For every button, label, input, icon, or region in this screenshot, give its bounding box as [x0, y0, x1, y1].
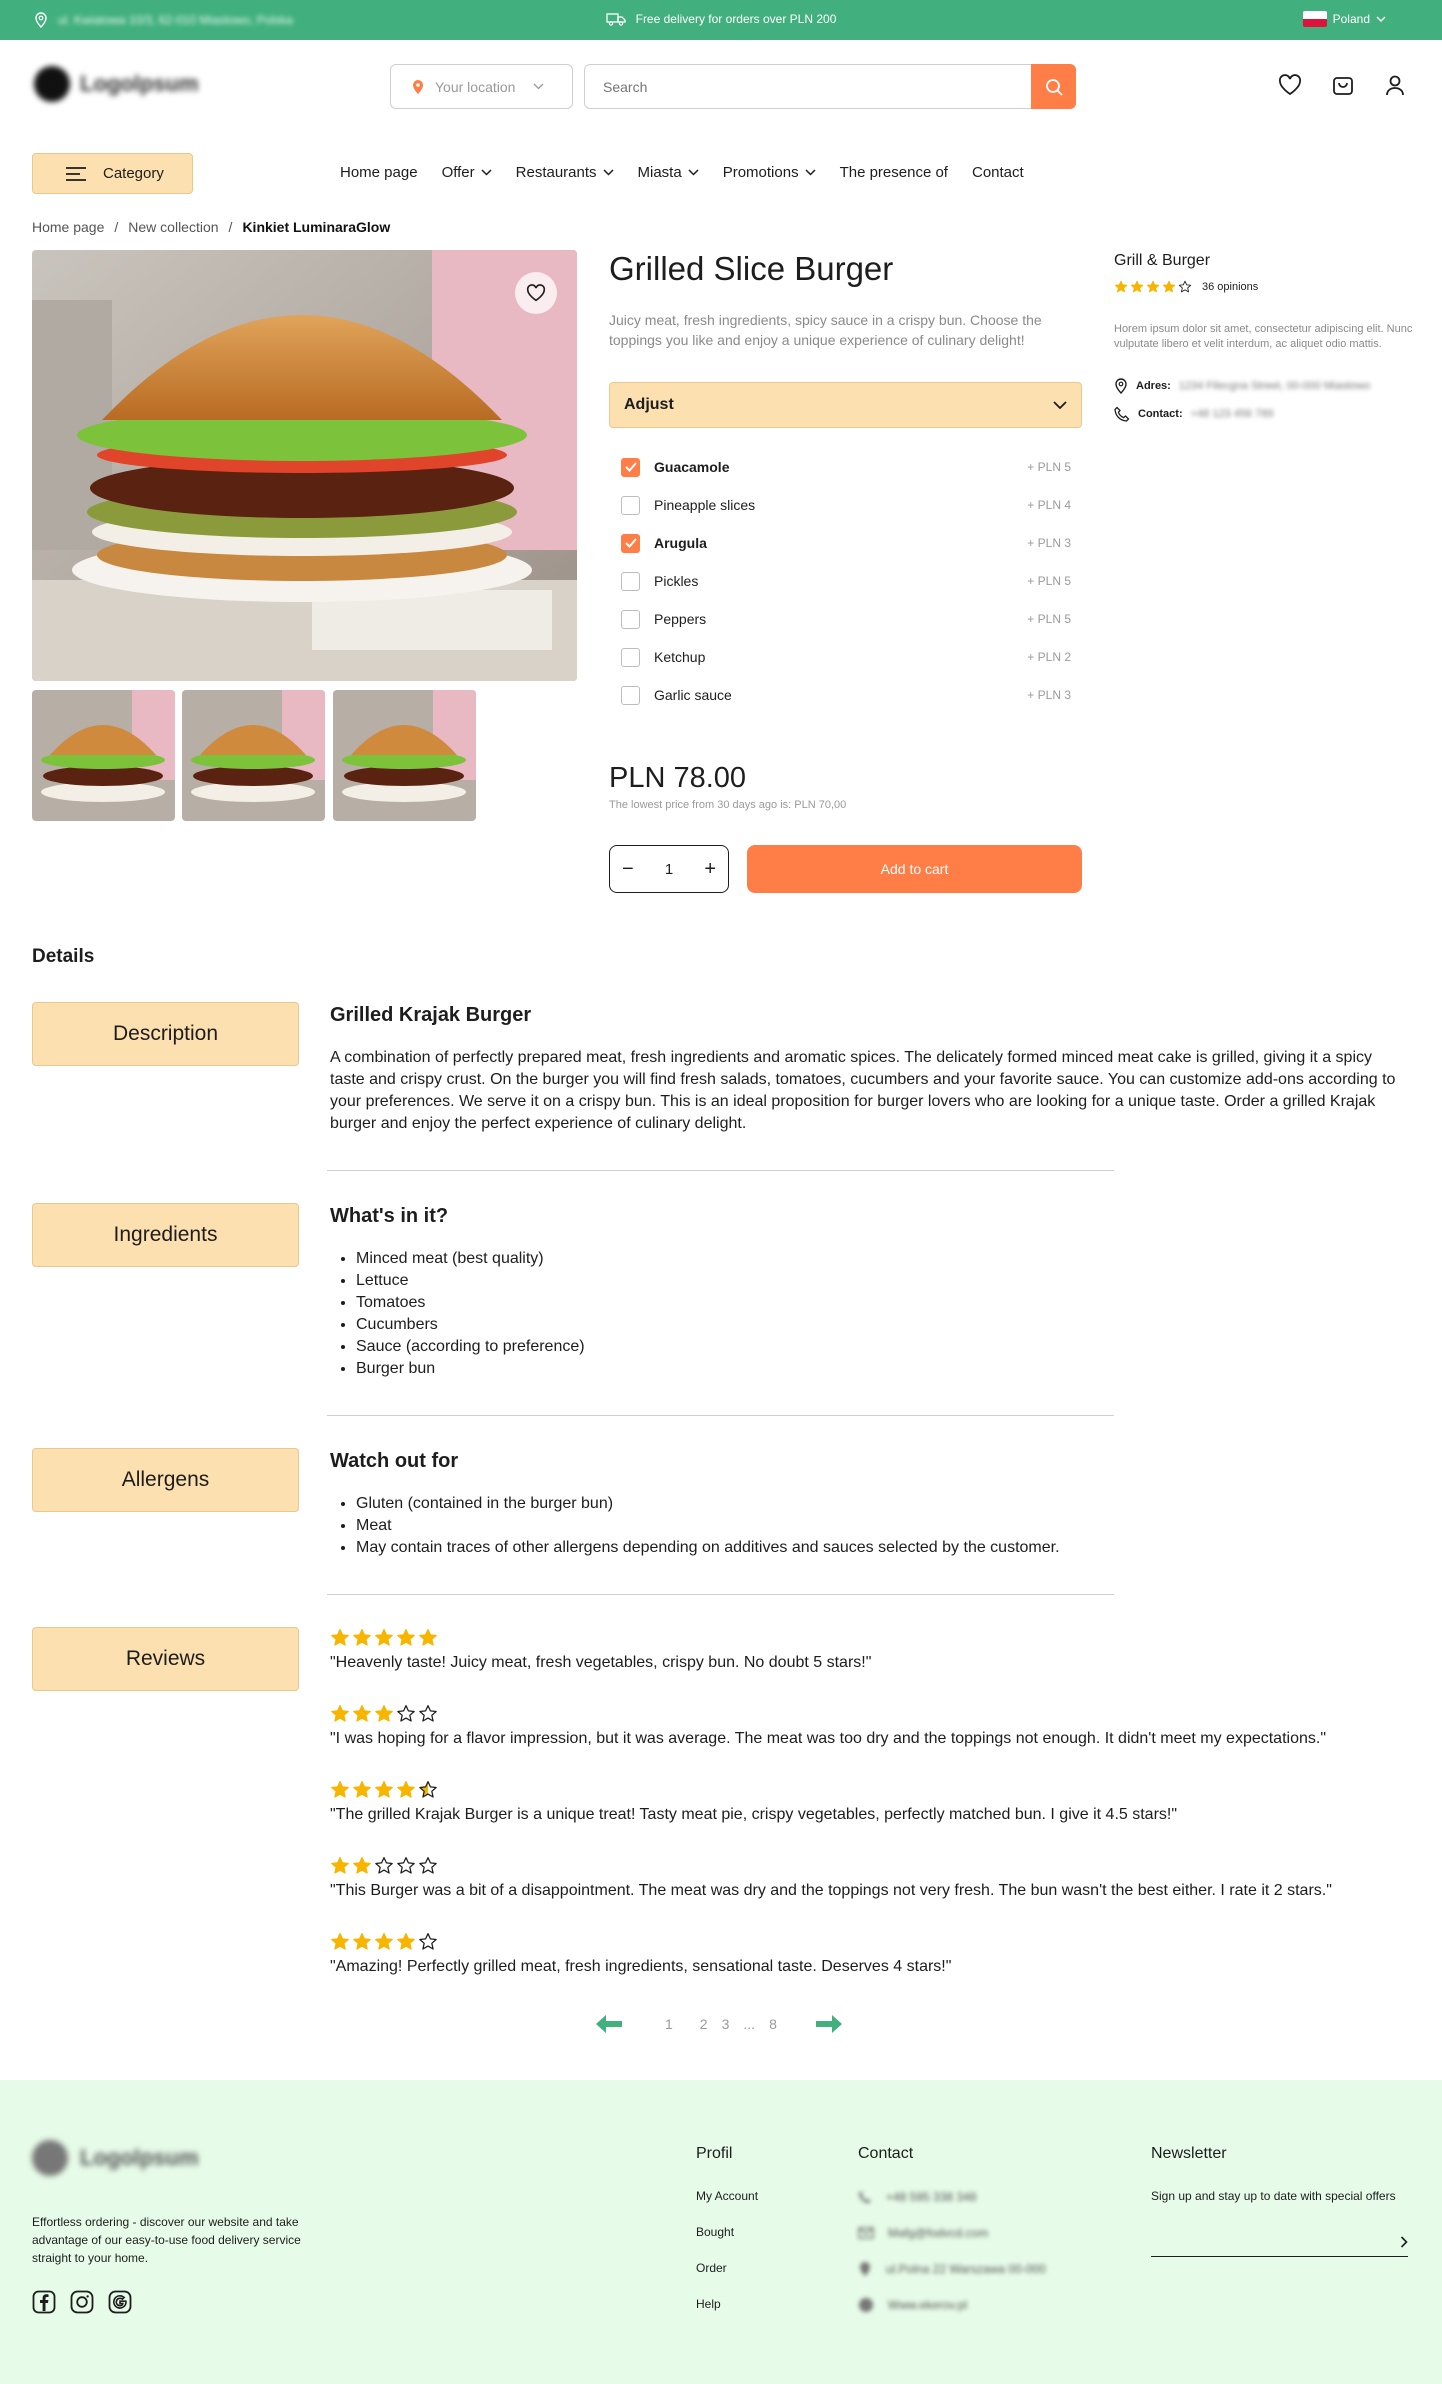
star-empty-icon: [418, 1856, 438, 1876]
addon-name: Pineapple slices: [654, 497, 756, 513]
list-item: • Lettuce: [356, 1270, 585, 1292]
search-icon: [1045, 78, 1063, 96]
address-label: Adres:: [1136, 380, 1171, 392]
increase-button[interactable]: +: [704, 857, 716, 880]
category-label: Category: [103, 165, 164, 182]
review-item: [330, 1932, 951, 1976]
product-thumbnail[interactable]: [333, 690, 476, 821]
addon-price: + PLN 3: [1027, 688, 1071, 702]
footer-heading: Newsletter: [1151, 2145, 1227, 2162]
review-text: "Heavenly taste! Juicy meat, fresh vegetables, crispy bun. No doubt 5 stars!": [330, 1654, 872, 1671]
star-filled-icon: [330, 1628, 350, 1648]
footer-link-my-account[interactable]: My Account: [696, 2189, 759, 2203]
star-filled-icon: [1130, 280, 1144, 294]
seller-contact: [1114, 406, 1414, 422]
google-icon[interactable]: [108, 2290, 132, 2314]
footer-link-order[interactable]: Order: [696, 2261, 727, 2275]
star-filled-icon: [330, 1704, 350, 1724]
product-thumbnail[interactable]: [182, 690, 325, 821]
lowest-price-note: The lowest price from 30 days ago is: PLN 70,00: [609, 799, 847, 811]
list-item: • May contain traces of other allergens depending on additives and sauces selected by the customer.: [356, 1537, 1060, 1559]
arrow-right-icon[interactable]: [814, 2014, 844, 2034]
bag-icon[interactable]: [1332, 74, 1354, 96]
review-text: "I was hoping for a flavor impression, but it was average. The meat was too dry and the toppings not enough. It didn't meet my expectations.": [330, 1730, 1326, 1747]
chevron-down-icon: [1053, 401, 1067, 409]
nav-item-promotions[interactable]: [723, 164, 816, 181]
addon-option-guacamole[interactable]: [621, 448, 1071, 486]
addon-name: Ketchup: [654, 649, 706, 665]
star-half-icon: [418, 1780, 438, 1800]
addon-price: + PLN 2: [1027, 650, 1071, 664]
footer-contact: [858, 2145, 1046, 2323]
addon-option-garlic-sauce[interactable]: [621, 676, 1071, 714]
breadcrumb: [32, 219, 390, 235]
star-filled-icon: [396, 1932, 416, 1952]
review-item: [330, 1780, 1177, 1824]
checkmark-icon: [625, 538, 637, 548]
breadcrumb-separator: /: [114, 219, 119, 235]
tab-description[interactable]: Description: [32, 1002, 299, 1066]
star-empty-icon: [374, 1856, 394, 1876]
seller-address: [1114, 378, 1414, 394]
list-item: • Burger bun: [356, 1358, 585, 1380]
star-filled-icon: [330, 1856, 350, 1876]
tab-allergens[interactable]: Allergens: [32, 1448, 299, 1512]
logo-text: Logolpsum: [80, 71, 199, 96]
addon-name: Garlic sauce: [654, 687, 732, 703]
newsletter-text: Sign up and stay up to date with special offers: [1151, 2189, 1396, 2203]
nav-item-home[interactable]: [340, 164, 418, 181]
review-item: [330, 1628, 871, 1672]
ingredients-list: [330, 1248, 585, 1380]
arrow-left-icon[interactable]: [594, 2014, 624, 2034]
product-title: Grilled Slice Burger: [609, 250, 894, 287]
star-filled-icon: [352, 1856, 372, 1876]
checkbox[interactable]: [621, 610, 640, 629]
product-description: Juicy meat, fresh ingredients, spicy sauce in a crispy bun. Choose the toppings you like and enjoy a unique experience of culinary delight!: [609, 312, 1042, 348]
chevron-down-icon: [1376, 16, 1386, 22]
star-filled-icon: [330, 1932, 350, 1952]
star-filled-icon: [374, 1628, 394, 1648]
nav-item-restaurants[interactable]: [516, 164, 614, 181]
newsletter: [1151, 2145, 1408, 2257]
top-bar: [0, 0, 1442, 40]
addon-price: + PLN 5: [1027, 612, 1071, 626]
opinions-count[interactable]: 36 opinions: [1202, 281, 1259, 293]
review-item: [330, 1704, 1326, 1748]
addon-price: + PLN 5: [1027, 574, 1071, 588]
tab-ingredients[interactable]: Ingredients: [32, 1203, 299, 1267]
contact-value: +48 123 456 789: [1190, 408, 1274, 420]
addon-name: Pickles: [654, 573, 699, 589]
footer-logo[interactable]: [32, 2140, 199, 2176]
addon-option-ketchup[interactable]: [621, 638, 1071, 676]
phone-icon: [1114, 406, 1130, 422]
social-links: [32, 2290, 132, 2314]
allergens-section: [330, 1450, 1060, 1559]
seller-about: Horem ipsum dolor sit amet, consectetur adipiscing elit. Nunc vulputate libero et velit interdum, ac aliquet odio mattis.: [1114, 323, 1413, 350]
footer-email[interactable]: [858, 2215, 1046, 2251]
seller-panel: [1114, 252, 1414, 422]
search-bar: [584, 64, 1076, 109]
promo-text: Free delivery for orders over PLN 200: [635, 12, 837, 26]
burger-thumbnail-image: [182, 690, 325, 821]
product-thumbnail[interactable]: [32, 690, 175, 821]
poland-flag-icon: [1303, 11, 1327, 27]
review-text: "The grilled Krajak Burger is a unique treat! Tasty meat pie, crispy vegetables, perfectly matched bun. I give it 4.5 stars!": [330, 1806, 1178, 1823]
footer-phone[interactable]: [858, 2179, 1046, 2215]
star-empty-icon: [396, 1856, 416, 1876]
favorite-button[interactable]: [515, 272, 557, 314]
search-button[interactable]: [1031, 64, 1076, 109]
address-text: ul.Polna 22 Warszawa 00-000: [886, 2262, 1046, 2276]
section-divider: [327, 1415, 1114, 1416]
section-divider: [327, 1594, 1114, 1595]
star-filled-icon: [1146, 280, 1160, 294]
heart-icon[interactable]: [1278, 74, 1302, 96]
addon-option-pineapple[interactable]: [621, 486, 1071, 524]
footer-link-help[interactable]: Help: [696, 2297, 721, 2311]
quantity-stepper: [609, 845, 729, 893]
star-empty-icon: [418, 1932, 438, 1952]
menu-icon: [65, 167, 87, 181]
star-filled-icon: [352, 1780, 372, 1800]
checkbox-checked[interactable]: [621, 458, 640, 477]
chevron-down-icon: [533, 83, 544, 90]
star-filled-icon: [352, 1932, 372, 1952]
phone-icon: [858, 2190, 872, 2204]
addon-name: Guacamole: [654, 459, 730, 475]
nav-item-offer[interactable]: [442, 164, 492, 181]
nav-item-miasta[interactable]: [638, 164, 699, 181]
email-text: Mafg@fodvcd.com: [888, 2226, 989, 2240]
details-heading: Details: [32, 946, 95, 967]
nav-item-label: The presence of: [839, 164, 948, 181]
mail-icon: [858, 2227, 874, 2239]
logo-mark: [34, 66, 70, 102]
section-divider: [327, 1170, 1114, 1171]
address-value: 1234 Filecgna Street, 00-000 Miastowo: [1178, 380, 1371, 392]
adjust-dropdown[interactable]: [609, 382, 1082, 428]
chevron-down-icon: [688, 169, 699, 176]
checkbox[interactable]: [621, 572, 640, 591]
star-filled-icon: [374, 1932, 394, 1952]
review-text: "Amazing! Perfectly grilled meat, fresh ingredients, sensational taste. Deserves 4 stars!": [330, 1958, 952, 1975]
breadcrumb-home[interactable]: Home page: [32, 219, 105, 235]
pagination: [594, 2014, 844, 2034]
nav-item-label: Restaurants: [515, 164, 597, 181]
product-main-image[interactable]: [32, 250, 577, 681]
breadcrumb-collection[interactable]: New collection: [128, 219, 219, 235]
footer-heading: Profil: [696, 2145, 733, 2162]
location-pin-icon: [411, 79, 425, 95]
facebook-icon[interactable]: [32, 2290, 56, 2314]
star-filled-icon: [418, 1628, 438, 1648]
decrease-button[interactable]: −: [622, 857, 634, 880]
category-button[interactable]: [32, 153, 193, 194]
star-filled-icon: [1114, 280, 1128, 294]
footer-link-bought[interactable]: Bought: [696, 2225, 735, 2239]
list-item: • Meat: [356, 1515, 1060, 1537]
quantity-value[interactable]: 1: [664, 860, 674, 878]
list-item: • Cucumbers: [356, 1314, 585, 1336]
chevron-right-icon[interactable]: [1400, 2236, 1408, 2248]
checkbox[interactable]: [621, 686, 640, 705]
nav-item-label: Home page: [340, 164, 418, 181]
seller-name[interactable]: Grill & Burger: [1114, 252, 1211, 269]
addon-option-peppers[interactable]: [621, 600, 1071, 638]
star-empty-icon: [396, 1704, 416, 1724]
star-filled-icon: [396, 1780, 416, 1800]
adjust-label: Adjust: [624, 396, 674, 413]
page-ellipsis: ...: [743, 2016, 756, 2032]
instagram-icon[interactable]: [70, 2290, 94, 2314]
checkbox[interactable]: [621, 648, 640, 667]
free-delivery-banner: [0, 12, 1442, 26]
list-item: • Sauce (according to preference): [356, 1336, 585, 1358]
burger-thumbnail-image: [333, 690, 476, 821]
globe-icon: [858, 2297, 874, 2313]
chevron-down-icon: [603, 169, 614, 176]
addon-option-pickles[interactable]: [621, 562, 1071, 600]
checkbox[interactable]: [621, 496, 640, 515]
star-rating: [330, 1932, 951, 1952]
star-filled-icon: [374, 1780, 394, 1800]
nav-item-label: Promotions: [722, 164, 799, 181]
footer-heading: Contact: [858, 2145, 914, 2162]
footer: [0, 2080, 1442, 2384]
star-rating: [1114, 280, 1192, 294]
star-filled-icon: [1162, 280, 1176, 294]
nav-item-label: Contact: [971, 164, 1024, 181]
contact-label: Contact:: [1138, 408, 1183, 420]
star-rating: [330, 1628, 871, 1648]
page-number[interactable]: 3: [721, 2016, 730, 2032]
website-text: Www.ekerov.pl: [888, 2298, 968, 2312]
checkmark-icon: [625, 462, 637, 472]
review-text: "This Burger was a bit of a disappointment. The meat was dry and the toppings not very fresh. The bun wasn't the best either. I rate it 2 stars.": [330, 1882, 1332, 1899]
list-item: • Minced meat (best quality): [356, 1248, 585, 1270]
phone-text: +48 595 338 348: [886, 2190, 977, 2204]
chevron-down-icon: [481, 169, 492, 176]
tab-reviews[interactable]: Reviews: [32, 1627, 299, 1691]
location-pin-icon: [1114, 378, 1128, 394]
truck-icon: [606, 12, 626, 26]
description-section: [330, 1004, 1410, 1135]
nav-item-presence[interactable]: [840, 164, 948, 181]
location-pin-icon: [858, 2261, 872, 2277]
language-label: Poland: [1332, 12, 1370, 26]
location-placeholder: Your location: [435, 78, 516, 95]
newsletter-email-input[interactable]: [1151, 2227, 1408, 2257]
allergens-title: Watch out for: [330, 1450, 459, 1472]
breadcrumb-current: Kinkiet LuminaraGlow: [242, 219, 391, 235]
footer-profil: [696, 2145, 758, 2333]
search-input[interactable]: [585, 65, 1025, 108]
seller-rating: [1114, 280, 1414, 294]
page-number[interactable]: 8: [769, 2016, 777, 2032]
addon-price: + PLN 4: [1027, 498, 1071, 512]
logo[interactable]: [34, 66, 199, 102]
star-filled-icon: [352, 1628, 372, 1648]
ingredients-section: [330, 1205, 585, 1380]
page-number[interactable]: 1: [665, 2016, 673, 2032]
user-icon[interactable]: [1384, 74, 1406, 96]
logo-mark: [32, 2140, 68, 2176]
address-text: ul. Kwiatowa 10/3, 62-010 Miastowo, Polska: [58, 13, 293, 27]
star-filled-icon: [352, 1704, 372, 1724]
star-empty-icon: [418, 1704, 438, 1724]
star-filled-icon: [330, 1780, 350, 1800]
chevron-down-icon: [805, 169, 816, 176]
addon-name: Arugula: [654, 535, 707, 551]
ingredients-title: What's in it?: [330, 1205, 449, 1227]
nav-item-label: Miasta: [637, 164, 682, 181]
footer-website[interactable]: [858, 2287, 1046, 2323]
header-icons: [1278, 74, 1406, 96]
language-selector[interactable]: [1303, 11, 1386, 27]
breadcrumb-separator: /: [228, 219, 233, 235]
star-filled-icon: [374, 1704, 394, 1724]
nav-item-label: Offer: [441, 164, 475, 181]
star-rating: [330, 1856, 1332, 1876]
addon-option-arugula[interactable]: [621, 524, 1071, 562]
heart-icon: [526, 284, 546, 302]
addon-price: + PLN 5: [1027, 460, 1071, 474]
product-price: PLN 78.00: [609, 762, 747, 794]
star-filled-icon: [396, 1628, 416, 1648]
location-select[interactable]: [390, 64, 573, 109]
allergens-list: [330, 1493, 1060, 1559]
burger-thumbnail-image: [32, 690, 175, 821]
description-title: Grilled Krajak Burger: [330, 1004, 532, 1026]
addon-options: [621, 448, 1071, 714]
description-text: A combination of perfectly prepared meat, fresh ingredients and aromatic spices. The delicately formed minced meat cake is grilled, giving it a spicy taste and crispy crust. On the burger you will find fresh salads, tomatoes, cucumbers and your favorite sauce. You can customize add-ons according to your preferences. We serve it on a crispy bun. This is an ideal proposition for burger lovers who are looking for a unique taste. Order a grilled Krajak burger and enjoy the perfect experience of culinary delight.: [330, 1049, 1396, 1132]
review-item: [330, 1856, 1332, 1900]
main-nav: [340, 164, 1048, 181]
star-empty-icon: [1178, 280, 1192, 294]
list-item: • Tomatoes: [356, 1292, 585, 1314]
page-number[interactable]: 2: [699, 2016, 708, 2032]
burger-photo: [32, 250, 577, 681]
star-rating: [330, 1704, 1326, 1724]
star-rating: [330, 1780, 1177, 1800]
nav-item-contact[interactable]: [972, 164, 1024, 181]
addon-name: Peppers: [654, 611, 707, 627]
addon-price: + PLN 3: [1027, 536, 1071, 550]
logo-text: Logolpsum: [80, 2145, 199, 2170]
footer-tagline: Effortless ordering - discover our website and take advantage of our easy-to-use food delivery service straight to your home.: [32, 2215, 301, 2265]
checkbox-checked[interactable]: [621, 534, 640, 553]
add-to-cart-button[interactable]: Add to cart: [747, 845, 1082, 893]
list-item: • Gluten (contained in the burger bun): [356, 1493, 1060, 1515]
footer-address[interactable]: [858, 2251, 1046, 2287]
